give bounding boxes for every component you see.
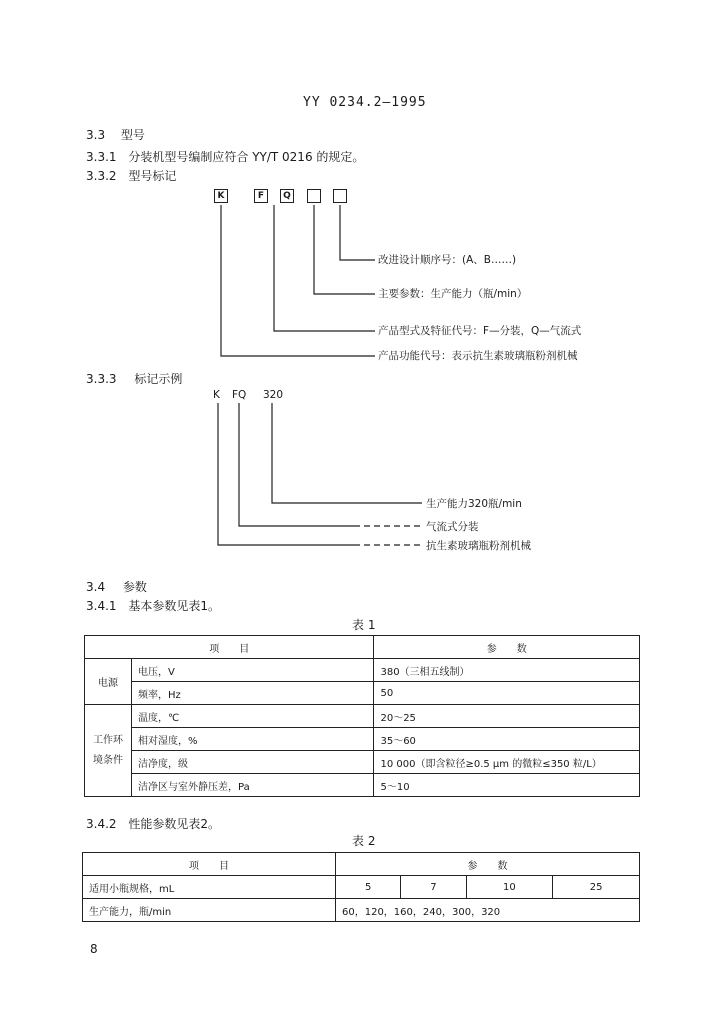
model-label-type-code: 产品型式及特征代号：F—分装，Q—气流式 <box>378 325 582 337</box>
standard-header: YY 0234.2—1995 <box>303 95 427 110</box>
para-number: 3.3.3 <box>86 372 117 386</box>
para-text: 分装机型号编制应符合 YY/T 0216 的规定。 <box>128 150 365 164</box>
example-label-airflow: 气流式分装 <box>426 521 479 533</box>
table-row <box>85 659 640 682</box>
code-box-k: K <box>214 189 228 203</box>
section-number: 3.3 <box>86 128 106 142</box>
table-row <box>85 682 640 705</box>
table-1 <box>84 635 640 797</box>
table-header-row <box>85 636 640 659</box>
table-header-item: 项 目 <box>85 636 374 659</box>
para-text: 基本参数见表1。 <box>128 599 221 613</box>
page-number: 8 <box>90 942 98 956</box>
table-cell-value: 20～25 <box>374 705 640 728</box>
para-text: 型号标记 <box>128 169 177 183</box>
table-cell-name: 电压，V <box>132 659 374 682</box>
table-cell-value: 5 <box>336 876 401 899</box>
table-header-item: 项 目 <box>83 853 336 876</box>
para-number: 3.4.1 <box>86 599 117 613</box>
example-code-320: 320 <box>263 389 284 401</box>
table-cell-value: 380（三相五线制） <box>374 659 640 682</box>
section-3-4-heading <box>86 578 147 595</box>
example-label-machine: 抗生素玻璃瓶粉剂机械 <box>426 540 531 552</box>
code-box-f: F <box>254 189 268 203</box>
model-label-function-code: 产品功能代号：表示抗生素玻璃瓶粉剂机械 <box>378 350 578 362</box>
table-row <box>85 728 640 751</box>
table-cell-value: 60，120，160，240，300，320 <box>336 899 640 922</box>
example-code-fq: FQ <box>232 389 247 401</box>
example-label-capacity: 生产能力320瓶/min <box>426 498 522 510</box>
table-cell-value: 35～60 <box>374 728 640 751</box>
table-cell-value: 10 <box>466 876 553 899</box>
table-cell-name: 适用小瓶规格，mL <box>83 876 336 899</box>
table-header-row <box>83 853 640 876</box>
para-number: 3.3.1 <box>86 150 117 164</box>
table-group-label: 工作环境条件 <box>85 705 132 797</box>
section-title: 参数 <box>122 580 147 594</box>
code-box-q: Q <box>280 189 294 203</box>
para-number: 3.3.2 <box>86 169 117 183</box>
para-text: 性能参数见表2。 <box>128 817 221 831</box>
section-title: 型号 <box>120 128 145 142</box>
model-label-main-parameter: 主要参数：生产能力（瓶/min） <box>378 288 528 300</box>
table-cell-name: 洁净度，级 <box>132 751 374 774</box>
table-cell-value: 7 <box>401 876 466 899</box>
table-2 <box>82 852 640 922</box>
table-cell-value: 5～10 <box>374 774 640 797</box>
table2-caption: 表 2 <box>352 834 376 848</box>
table-header-param: 参 数 <box>374 636 640 659</box>
model-label-design-sequence: 改进设计顺序号：(A、B……) <box>378 254 517 266</box>
table-cell-value: 25 <box>553 876 640 899</box>
table-row <box>85 774 640 797</box>
table-cell-name: 相对湿度，% <box>132 728 374 751</box>
table1-caption: 表 1 <box>352 618 376 632</box>
section-number: 3.4 <box>86 580 106 594</box>
para-number: 3.4.2 <box>86 817 117 831</box>
table-cell-name: 洁净区与室外静压差，Pa <box>132 774 374 797</box>
example-code-k: K <box>213 389 220 401</box>
table-row <box>85 751 640 774</box>
table-header-param: 参 数 <box>336 853 640 876</box>
table-group-label: 电源 <box>85 659 132 705</box>
table-row <box>83 876 640 899</box>
table-cell-value: 10 000（即含粒径≥0.5 μm 的微粒≤350 粒/L） <box>374 751 640 774</box>
table-cell-name: 温度，℃ <box>132 705 374 728</box>
table-cell-value: 50 <box>374 682 640 705</box>
table-row <box>85 705 640 728</box>
para-text: 标记示例 <box>134 372 183 386</box>
table-cell-name: 频率，Hz <box>132 682 374 705</box>
para-3-4-2 <box>86 815 220 832</box>
table-cell-name: 生产能力，瓶/min <box>83 899 336 922</box>
para-3-4-1 <box>86 597 220 614</box>
table-row <box>83 899 640 922</box>
